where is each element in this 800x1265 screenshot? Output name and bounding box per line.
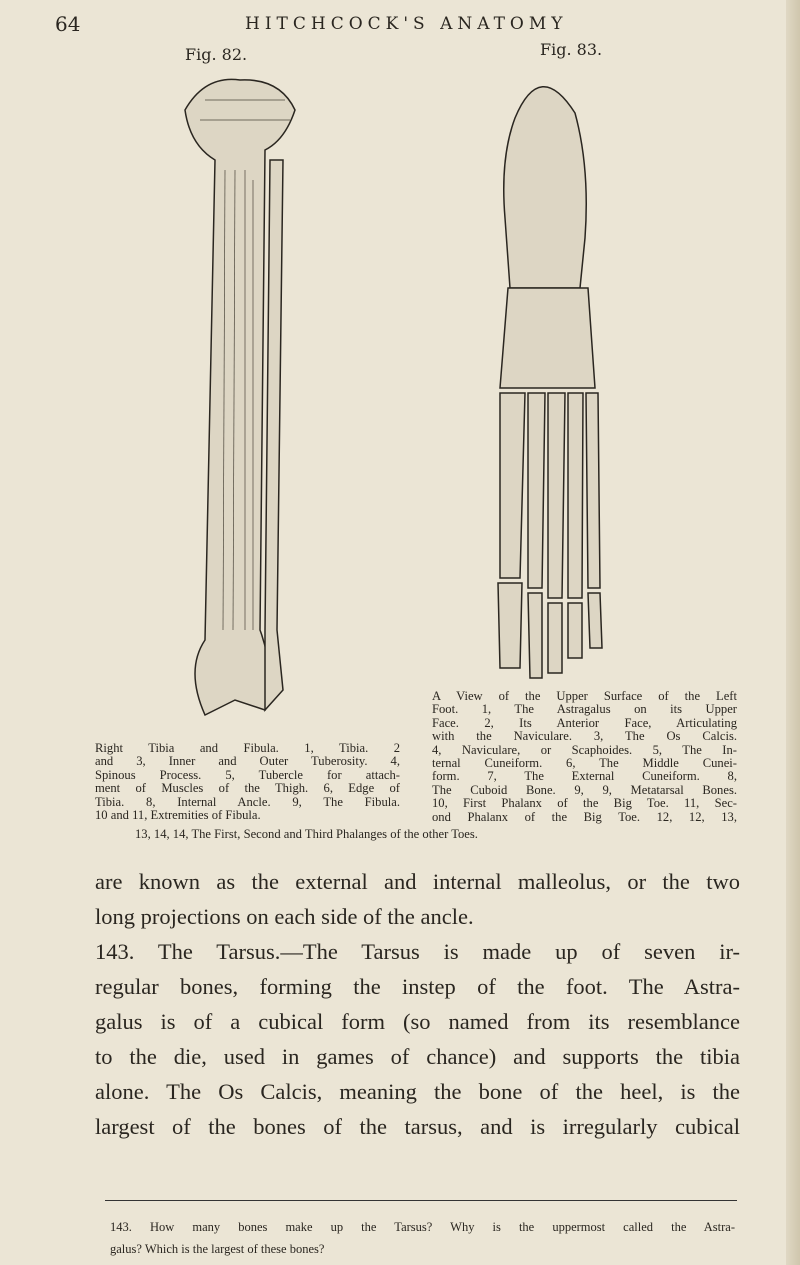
- body-line: to the die, used in games of chance) and supports the tibia: [95, 1044, 740, 1069]
- caption-line: Right Tibia and Fibula. 1, Tibia. 2: [95, 741, 400, 755]
- caption-line: 4, Naviculare, or Scaphoides. 5, The In-: [432, 742, 737, 757]
- body-line: are known as the external and internal malleolus, or the two: [95, 869, 740, 894]
- caption-line: 10, First Phalanx of the Big Toe. 11, Sec-: [432, 796, 737, 811]
- footnote-divider: [105, 1200, 737, 1201]
- footnote-questions: [110, 1216, 735, 1260]
- foot-bones-illustration: [470, 58, 620, 688]
- caption-line: Tibia. 8, Internal Ancle. 9, The Fibula.: [95, 794, 400, 809]
- page-edge: [786, 0, 800, 1265]
- caption-line: A View of the Upper Surface of the Left: [432, 689, 737, 703]
- running-title: HITCHCOCK'S ANATOMY: [245, 14, 568, 34]
- caption-line: 10 and 11, Extremities of Fibula.: [95, 807, 261, 822]
- figure-83-caption-continuation: 13, 14, 14, The First, Second and Third Phalanges of the other Toes.: [135, 827, 478, 841]
- caption-line: The Cuboid Bone. 9, 9, Metatarsal Bones.: [432, 782, 737, 797]
- body-line: regular bones, forming the instep of the foot. The Astra-: [95, 974, 740, 999]
- body-line: long projections on each side of the ancle.: [95, 904, 474, 929]
- caption-line: ment of Muscles of the Thigh. 6, Edge of: [95, 781, 400, 796]
- figure-82-label: Fig. 82.: [185, 45, 248, 64]
- body-line: alone. The Os Calcis, meaning the bone of the heel, is the: [95, 1079, 740, 1104]
- body-line: largest of the bones of the tarsus, and is irregularly cubical: [95, 1114, 740, 1139]
- tibia-fibula-illustration: [165, 70, 315, 730]
- caption-line: form. 7, The External Cuneiform. 8,: [432, 769, 737, 784]
- caption-line: ternal Cuneiform. 6, The Middle Cunei-: [432, 755, 737, 770]
- figure-83-caption: [432, 690, 737, 824]
- body-line: galus is of a cubical form (so named from its resemblance: [95, 1009, 740, 1034]
- caption-line: ond Phalanx of the Big Toe. 12, 12, 13,: [432, 809, 737, 824]
- footnote-line: 143. How many bones make up the Tarsus? Why is the uppermost called the Astra-: [110, 1220, 735, 1234]
- body-text: [95, 864, 740, 1144]
- page-number: 64: [55, 12, 81, 36]
- footnote-line: galus? Which is the largest of these bones?: [110, 1242, 325, 1256]
- figure-82-caption: [95, 742, 400, 822]
- caption-line: and 3, Inner and Outer Tuberosity. 4,: [95, 754, 400, 769]
- caption-line: Spinous Process. 5, Tubercle for attach-: [95, 767, 400, 782]
- caption-line: Foot. 1, The Astragalus on its Upper: [432, 702, 737, 717]
- caption-line: Face. 2, Its Anterior Face, Articulating: [432, 715, 737, 730]
- caption-line: with the Naviculare. 3, The Os Calcis.: [432, 729, 737, 744]
- figure-83-label: Fig. 83.: [540, 40, 603, 59]
- section-143-heading-line: 143. The Tarsus.—The Tarsus is made up of seven ir-: [95, 939, 740, 964]
